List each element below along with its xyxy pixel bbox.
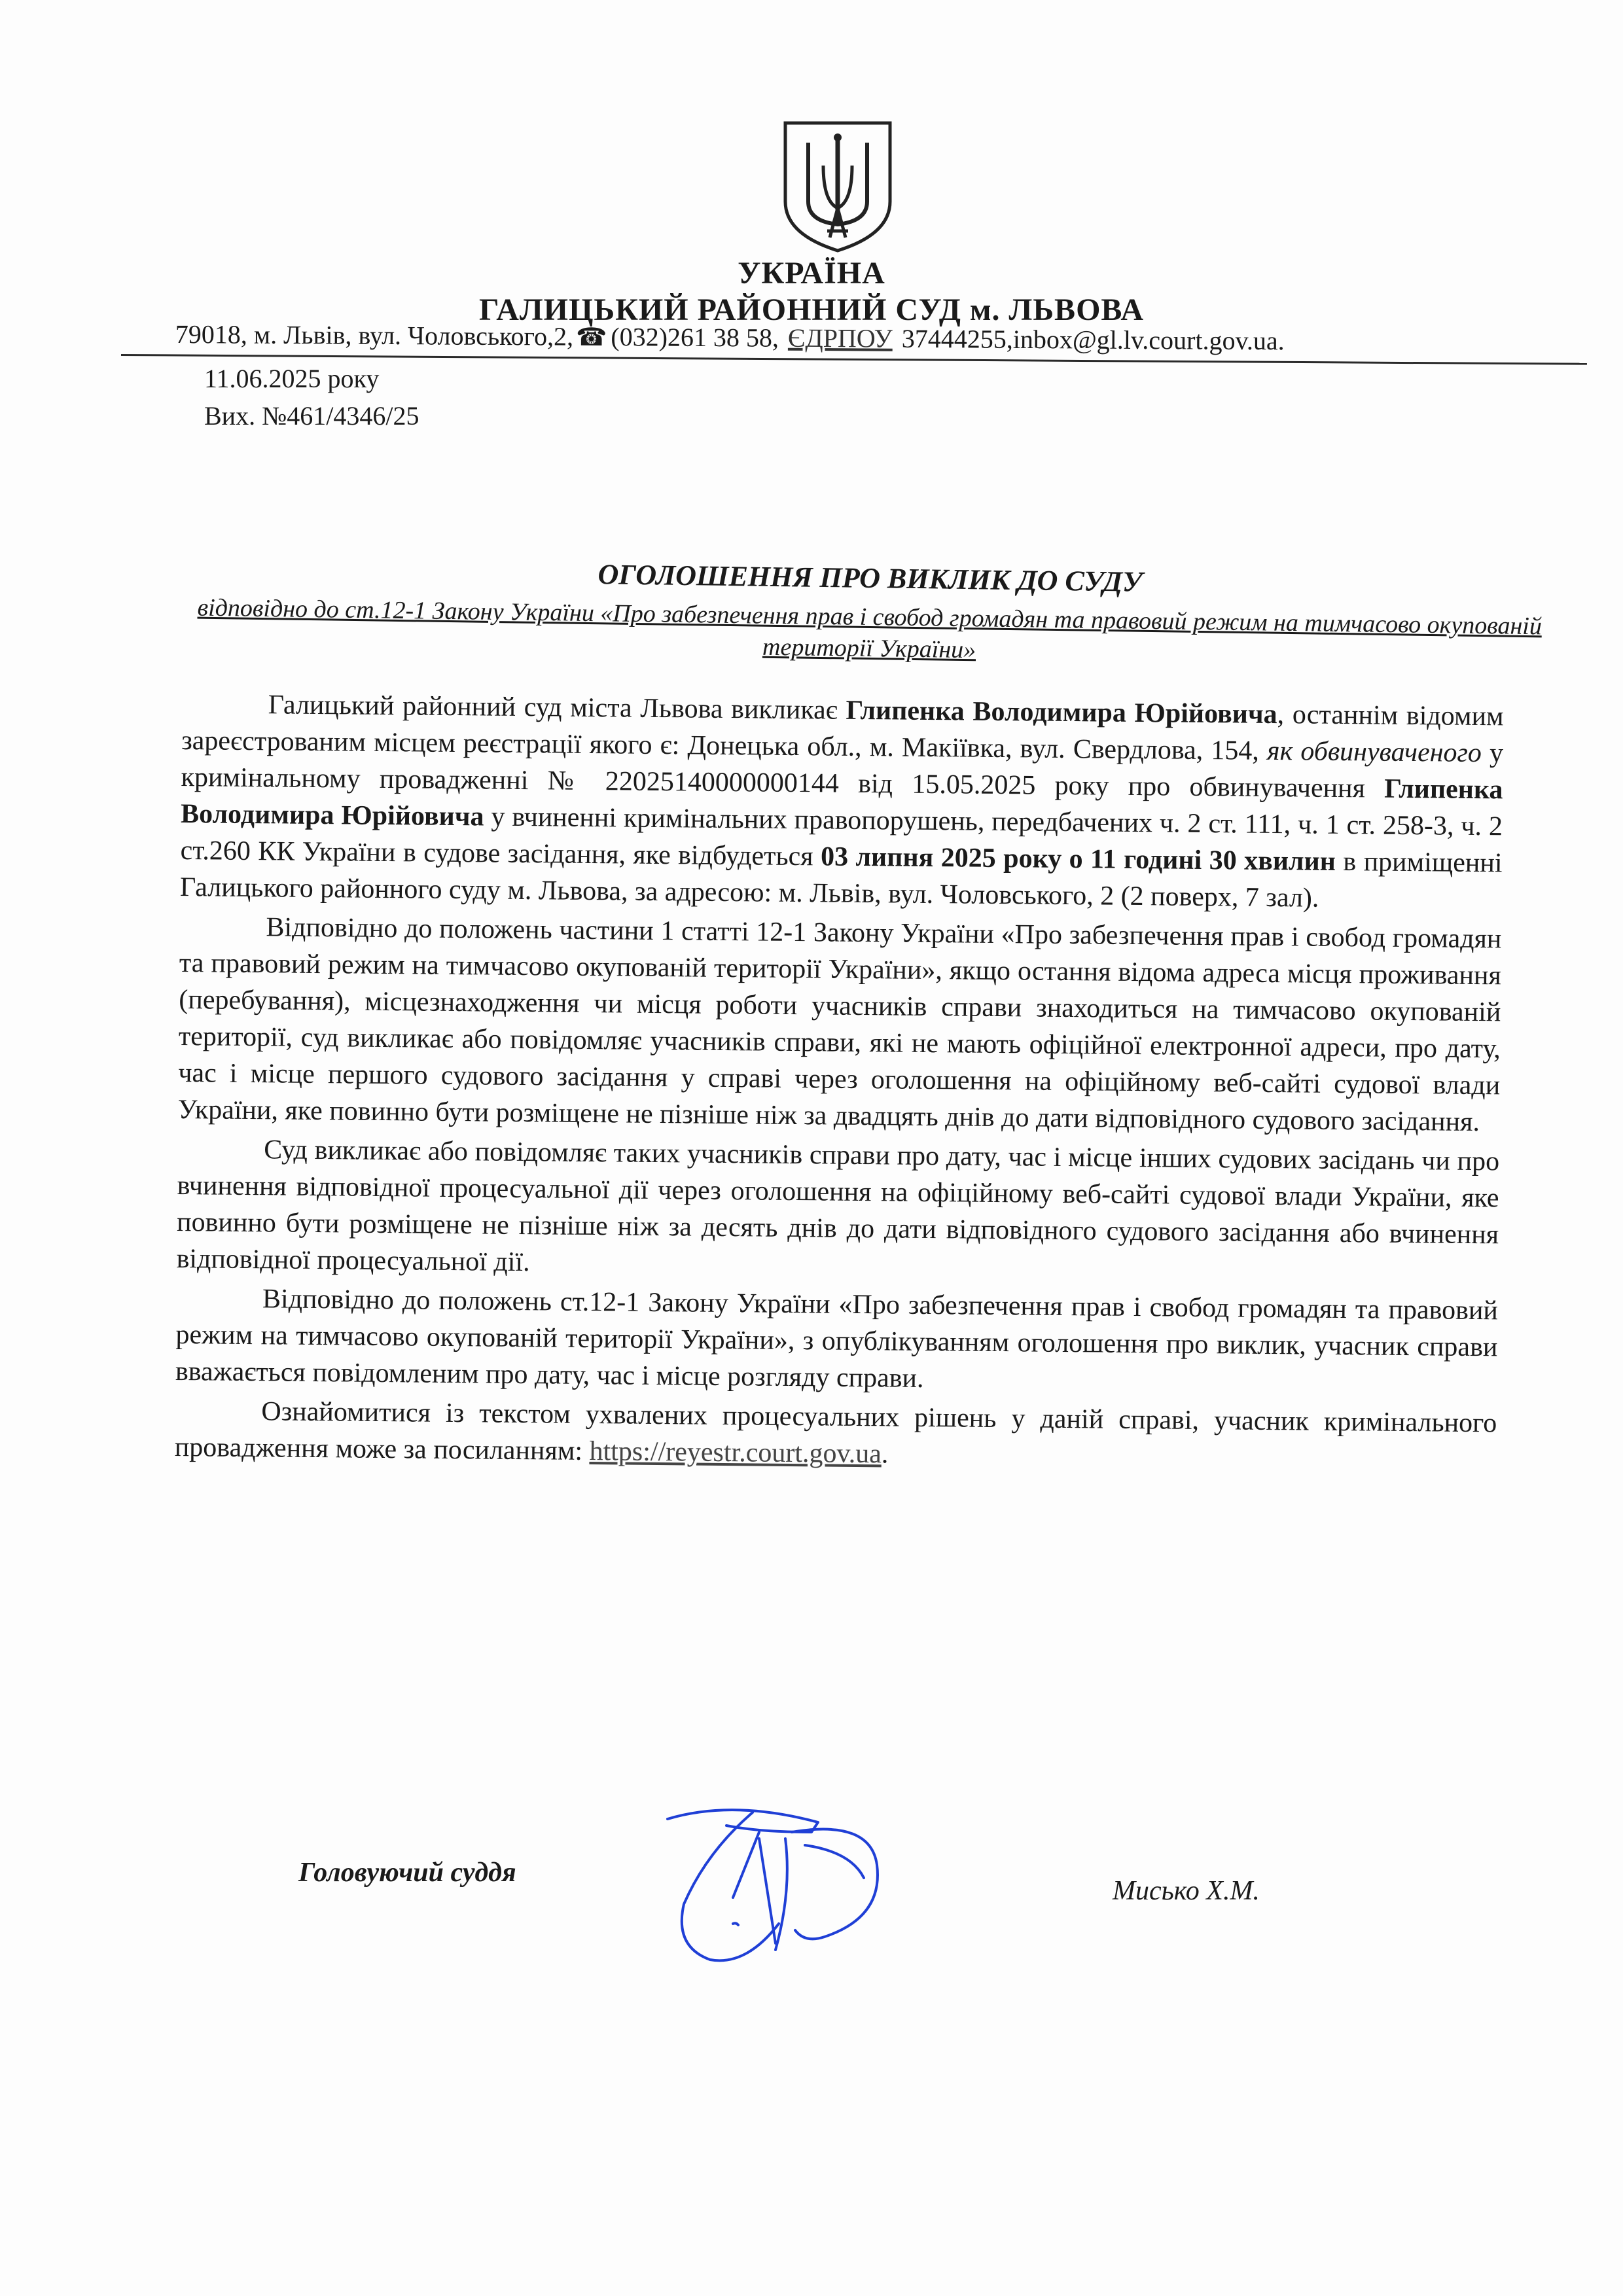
document-title: ОГОЛОШЕННЯ ПРО ВИКЛИК ДО СУДУ (597, 558, 1143, 598)
text-run: у кримінальному провадженні № 22025140000000144 від 15.05.2025 року про обвинувачення (181, 738, 1504, 804)
text-run: . (881, 1439, 889, 1470)
paragraph-summons (180, 686, 1504, 918)
country-heading: УКРАЇНА (738, 256, 885, 291)
text-run: Галицький районний суд міста Львова викликає (268, 690, 846, 726)
paragraph-other-hearings: Суд викликає або повідомляє таких учасників справи про дату, час і місце інших судових засідань чи про вчинення відповідної процесуальної дії через оголошення на офіційному веб-сайті судової влади України, яке повинно бути розміщене не пізніше ніж за десять днів до дати відповідного судового засідання або вчинення відповідної процесуальної дії. (176, 1135, 1500, 1278)
judge-role: Головуючий суддя (298, 1858, 516, 1888)
document-subtitle: відповідно до ст.12-1 Закону України «Про забезпечення прав і свобод громадян та правовий режим на тимчасово окупованій території України» (197, 593, 1543, 664)
phone-icon: ☎ (575, 323, 607, 352)
defendant-name: Глипенка Володимира Юрійовича (846, 695, 1277, 730)
trident-emblem-icon (772, 116, 903, 254)
registry-link[interactable]: https://reyestr.court.gov.ua (589, 1436, 882, 1470)
handwritten-signature (654, 1793, 916, 1989)
paragraph-registry-link (175, 1392, 1497, 1478)
court-phone: (032)261 38 58, (611, 322, 779, 353)
text-run: , останнім відомим зареєстрованим місцем реєстрації якого є: Донецька обл., м. Макіївка, вул. Свердлова, 154, (181, 699, 1504, 766)
document-date: 11.06.2025 року (204, 364, 380, 393)
paragraph-notification: Відповідно до положень ст.12-1 Закону України «Про забезпечення прав і свобод громадян та правовий режим на тимчасово окупованій території України», з опублікуванням оголошення про виклик, учасник справи вважається повідомленим про дату, час і місце розгляду справи. (175, 1284, 1499, 1394)
judge-name: Мисько Х.М. (1113, 1876, 1260, 1906)
text-run: у вчиненні кримінальних правопорушень, передбачених ч. 2 ст. 111, ч. 1 ст. 258-3, ч. 2 ст.260 КК України в судове засідання, яке відбудеться (180, 802, 1503, 872)
text-run: в приміщенні Галицького районного суду м. Львова, за адресою: м. Львів, вул. Чоловського, 2 (2 поверх, 7 зал). (179, 846, 1503, 913)
paragraph-law-part1: Відповідно до положень частини 1 статті 12-1 Закону України «Про забезпечення прав і свобод громадян та правовий режим на тимчасово окупованій території України», якщо остання відома адреса місця проживання (перебування), місцезнаходження чи місця роботи учасників справи знаходиться на тимчасово окупованій території, суд викликає або повідомляє учасників справи, які не мають офіційної електронної адреси, про дату, час і місце першого судового засідання у справі через оголошення на офіційному веб-сайті судової влади України, яке повинно бути розміщене не пізніше ніж за двадцять днів до дати відповідного судового засідання. (177, 912, 1502, 1138)
edrpou-label: ЄДРПОУ (787, 323, 893, 353)
outgoing-number: Вих. №461/4346/25 (204, 401, 419, 431)
edrpou-email: 37444255,inbox@gl.lv.court.gov.ua. (901, 323, 1285, 356)
title-block (195, 552, 1544, 674)
document-body (175, 686, 1504, 1481)
text-run: Ознайомитися із текстом ухвалених процесуальних рішень у даній справі, учасник кримінального провадження може за посиланням: (174, 1396, 1497, 1467)
court-address: 79018, м. Львів, вул. Чоловського,2, (175, 319, 574, 351)
hearing-datetime: 03 липня 2025 року о 11 годині 30 хвилин (820, 841, 1336, 877)
court-heading: ГАЛИЦЬКИЙ РАЙОННИЙ СУД м. ЛЬВОВА (478, 292, 1145, 327)
procedural-status: як обвинуваченого (1266, 735, 1482, 769)
defendant-name: Глипенка Володимира Юрійовича (180, 773, 1503, 832)
